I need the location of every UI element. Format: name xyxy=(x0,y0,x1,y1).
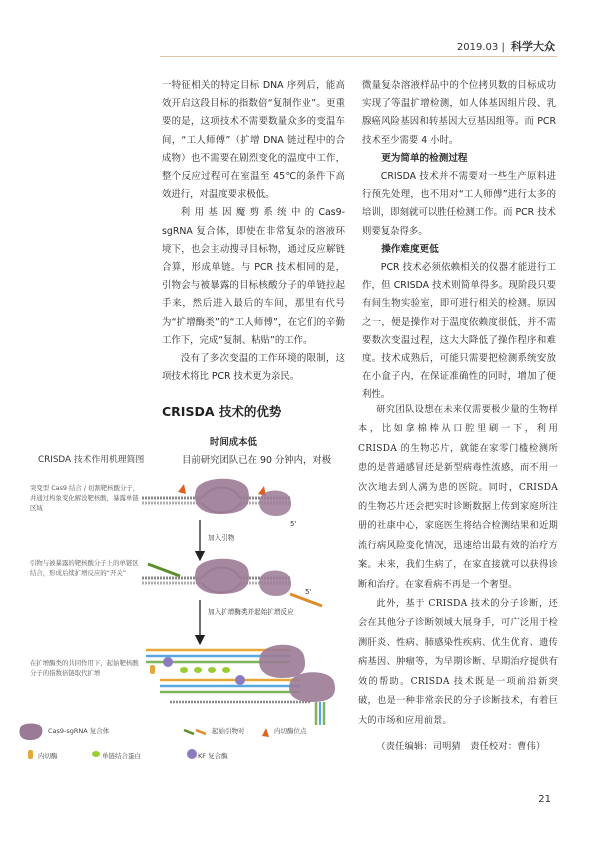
cas9-legend-icon xyxy=(19,724,42,741)
legend-label: 内切酶 xyxy=(38,752,58,760)
legend-label: 单链结合蛋白 xyxy=(102,752,141,760)
step-label: 加入扩增酶类并起始扩增反应 xyxy=(208,608,294,616)
paragraph-start: 目前研究团队已在 90 分钟内，对极 xyxy=(182,455,332,466)
body-column-right xyxy=(362,77,556,405)
kf-enzyme-icon xyxy=(235,675,245,685)
primer-legend-icon xyxy=(184,730,194,734)
paragraph: 一特征相关的特定目标 DNA 序列后，能高效开启这段目标的指数倍“复制作业”。更重要的是，这项技术不需要数量众多的变温车间，“工人师傅”（扩增 DNA 链过程中的合成物）也不需要在剧烈变化的温度中工作，整个反应过程可在室温至 45℃的条件下高效进行，对温度要求极低。 xyxy=(162,80,345,201)
editor-credit: （责任编辑：司明猜 责任校对：曹伟） xyxy=(376,740,546,752)
paragraph: 没有了多次变温的工作环境的限制，这项技术将比 PCR 技术更为亲民。 xyxy=(162,353,345,383)
page-number: 21 xyxy=(538,794,551,805)
step-label: 加入引物 xyxy=(208,534,235,542)
body-column-bottom-right xyxy=(358,400,558,756)
label-5prime: 5' xyxy=(290,520,297,528)
paragraph: PCR 技术必须依赖相关的仪器才能进行工作，但 CRISDA 技术则简单得多。现阶段只要有间生物实验室，即可进行相关的检测。原因之一，便是操作对于温度依赖度很低，并不需要数次变温过程，这大大降低了操作程序和难度。技术成熟后，可能只需要把检测系统安放在小盒子内，在保证准确性的同时，增加了便利性。 xyxy=(362,262,556,401)
issue-date: 2019.03 xyxy=(456,42,499,53)
nickase-icon xyxy=(150,665,155,674)
section-title: CRISDA 技术的优势 xyxy=(162,404,282,419)
kf-enzyme-icon xyxy=(163,657,173,667)
page-header xyxy=(457,38,555,54)
paragraph: 研究团队设想在未来仅需要极少量的生物样本，比如拿棉棒从口腔里刷一下，利用 CRISDA 的生物芯片，就能在家零门槛检测所患的是普通感冒还是新型病毒性流感，而不用一次次地去到人满为患的医院。同时，CRISDA 的生物芯片还会把实时诊断数据上传到家庭所注册的社康中心，家庭医生将结合检测结果和近期流行病风险变化情况，迅速给出最有效的治疗方案。未来，我们生病了，在家直接就可以获得诊断和治疗。在家看病不再是一个奢望。 xyxy=(358,404,558,590)
legend-label: KF 复合酶 xyxy=(198,752,228,760)
nickase-legend-icon xyxy=(28,750,33,759)
label-5prime: 5' xyxy=(305,588,312,596)
cas9-complex-icon xyxy=(289,672,335,702)
header-rule xyxy=(160,56,557,57)
paragraph: 利 用 基 因 魔 剪 系 统 中 的 Cas9-sgRNA 复合体，即使在非常复杂的溶液环境下，也会主动搜寻目标物，通过反应解链合算，形成单链。与 PCR 技术相同的是，引物会与被暴露的目标核酸分子的单链拉起手来，然后进入最后的车间，那里有代号为“扩增酶类”的“工人师傅”，在它们的辛勤工作下，完成“复制、粘贴”的工作。 xyxy=(162,207,345,346)
diagram-title: CRISDA 技术作用机理简图 xyxy=(38,455,145,465)
nick-legend-icon xyxy=(262,728,269,737)
diagram-note: 突变型 Cas9 结合 / 切割靶核酸分子，并通过构象变化解没靶核酸，暴露单链区域 xyxy=(30,484,140,512)
header-separator: | xyxy=(501,42,505,53)
paragraph: CRISDA 技术并不需要对一些生产原料进行预先处理，也不用对“工人师傅”进行太多的培训，即刻就可以胜任检测工作。而 PCR 技术则要复杂得多。 xyxy=(362,171,556,237)
legend-label: Cas9-sgRNA 复合体 xyxy=(48,727,110,735)
ssb-icon xyxy=(208,667,216,673)
mechanism-diagram xyxy=(140,470,355,735)
step3-amplification xyxy=(146,645,335,725)
subheading: 时间成本低 xyxy=(210,437,257,448)
ssb-icon xyxy=(194,667,202,673)
body-column-left xyxy=(162,77,345,386)
kf-legend-icon xyxy=(187,749,197,759)
paragraph: 此外，基于 CRISDA 技术的分子诊断，还会在其他分子诊断领域大展身手，可广泛用于检测肝炎、性病、肺感染性疾病、优生优育、遗传病基因、肿瘤等，为早期诊断、早期治疗提供有效的帮助。CRISDA 技术既是一项前沿新突破，也是一种非常亲民的分子诊断技术，有着巨大的市场和应用前景。 xyxy=(358,598,558,726)
cas9-complex-icon xyxy=(259,491,291,517)
diagram-note: 在扩增酶类的共同作用下，起始靶核酸分子的指数倍链取代扩增 xyxy=(30,659,139,677)
step1-dna xyxy=(142,479,296,528)
cas9-complex-icon xyxy=(195,479,249,514)
nick-site-icon xyxy=(178,484,186,494)
step2-dna xyxy=(142,559,322,606)
legend-label: 起始引物对 xyxy=(212,727,245,735)
cas9-complex-icon xyxy=(195,559,249,594)
subheading: 更为简单的检测过程 xyxy=(381,152,468,164)
cas9-complex-icon xyxy=(259,645,305,678)
magazine-logo: 科学大众 xyxy=(511,40,555,53)
legend-label: 内切酶位点 xyxy=(274,727,307,735)
ssb-legend-icon xyxy=(92,751,100,757)
diagram-note: 引物与被暴露的靶核酸分子上的单链区结合，形成后续扩增反应的“开关” xyxy=(30,559,139,577)
paragraph: 微量复杂溶液样品中的个位拷贝数的目标成功实现了等温扩增检测，如人体基因组片段、乳腺癌风险基因和转基因大豆基因组等。而 PCR 技术至少需要 4 小时。 xyxy=(362,80,556,146)
primer-legend-icon xyxy=(196,730,206,734)
ssb-icon xyxy=(180,667,188,673)
ssb-icon xyxy=(222,667,230,673)
cas9-complex-icon xyxy=(259,571,291,597)
subheading: 操作难度更低 xyxy=(381,243,439,255)
primer-icon xyxy=(148,564,180,576)
